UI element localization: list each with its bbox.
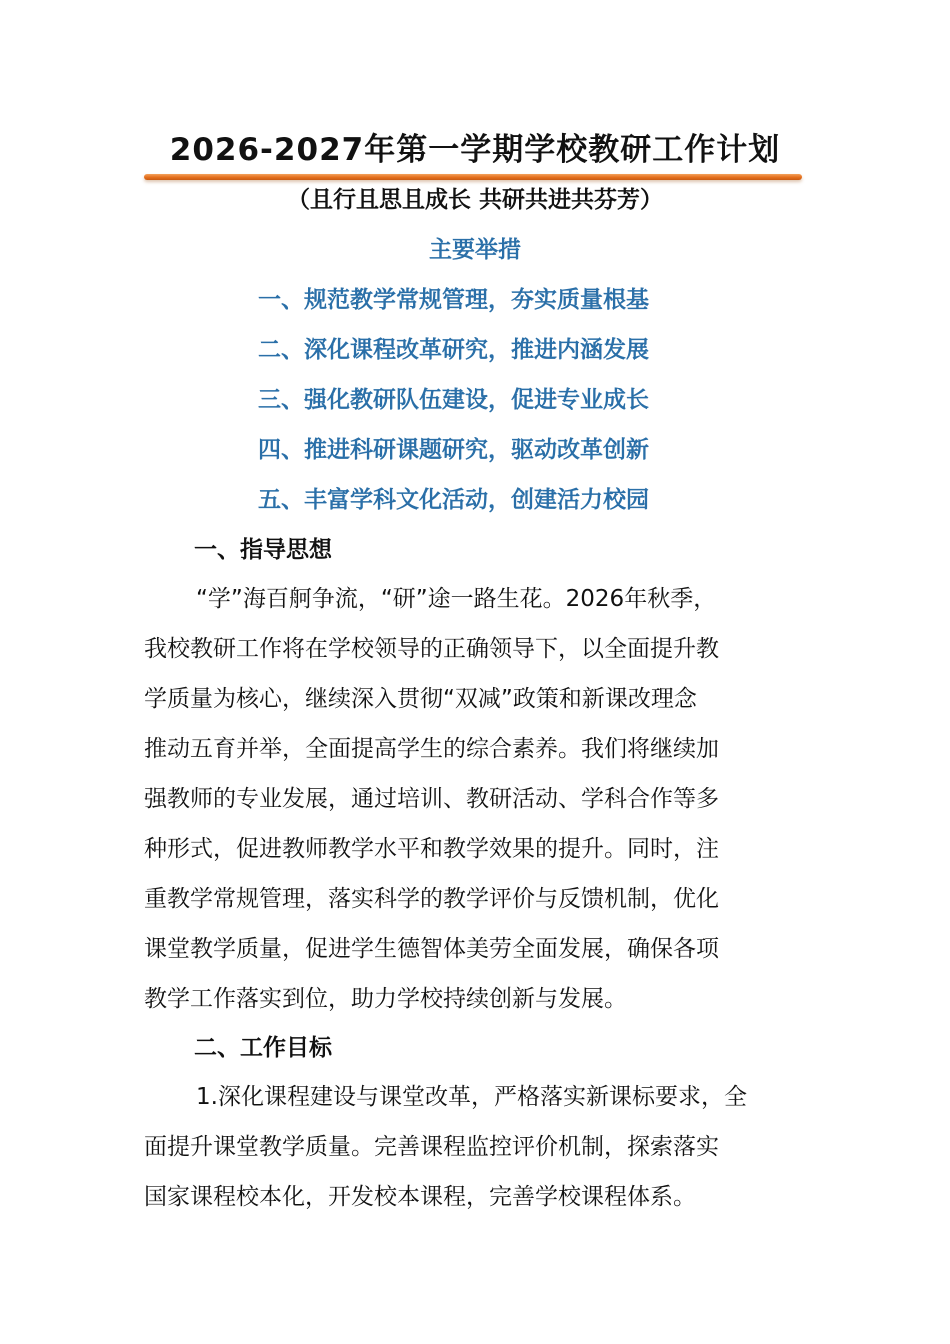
paragraph-line: 1.深化课程建设与课堂改革，严格落实新课标要求，全 <box>196 1084 747 1110</box>
measure-item: 三、强化教研队伍建设，促进专业成长 <box>258 387 649 413</box>
document-subtitle: （且行且思且成长 共研共进共芬芳） <box>286 187 663 213</box>
paragraph-line: 学质量为核心，继续深入贯彻“双减”政策和新课改理念 <box>144 686 697 712</box>
work-goals-paragraph <box>144 1076 834 1226</box>
paragraph-line: “学”海百舸争流，“研”途一路生花。2026年秋季， <box>196 586 717 612</box>
paragraph-line: 教学工作落实到位，助力学校持续创新与发展。 <box>144 986 627 1012</box>
paragraph-line: 强教师的专业发展，通过培训、教研活动、学科合作等多 <box>144 786 719 812</box>
paragraph-line: 我校教研工作将在学校领导的正确领导下，以全面提升教 <box>144 636 719 662</box>
document-title: 2026-2027年第一学期学校教研工作计划 <box>169 132 781 168</box>
measure-item: 五、丰富学科文化活动，创建活力校园 <box>258 487 649 513</box>
measures-list <box>258 280 778 530</box>
guiding-ideology-paragraph <box>144 578 834 1028</box>
measure-item: 二、深化课程改革研究，推进内涵发展 <box>258 337 649 363</box>
paragraph-line: 种形式，促进教师教学水平和教学效果的提升。同时，注 <box>144 836 719 862</box>
paragraph-line: 国家课程校本化，开发校本课程，完善学校课程体系。 <box>144 1184 696 1210</box>
section-heading-guiding-ideology: 一、指导思想 <box>194 537 332 563</box>
measures-heading: 主要举措 <box>429 237 521 263</box>
paragraph-line: 课堂教学质量，促进学生德智体美劳全面发展，确保各项 <box>144 936 719 962</box>
section-heading-work-goals: 二、工作目标 <box>194 1035 332 1061</box>
paragraph-line: 重教学常规管理，落实科学的教学评价与反馈机制，优化 <box>144 886 719 912</box>
measure-item: 四、推进科研课题研究，驱动改革创新 <box>258 437 649 463</box>
paragraph-line: 推动五育并举，全面提高学生的综合素养。我们将继续加 <box>144 736 719 762</box>
paragraph-line: 面提升课堂教学质量。完善课程监控评价机制，探索落实 <box>144 1134 719 1160</box>
measure-item: 一、规范教学常规管理，夯实质量根基 <box>258 287 649 313</box>
